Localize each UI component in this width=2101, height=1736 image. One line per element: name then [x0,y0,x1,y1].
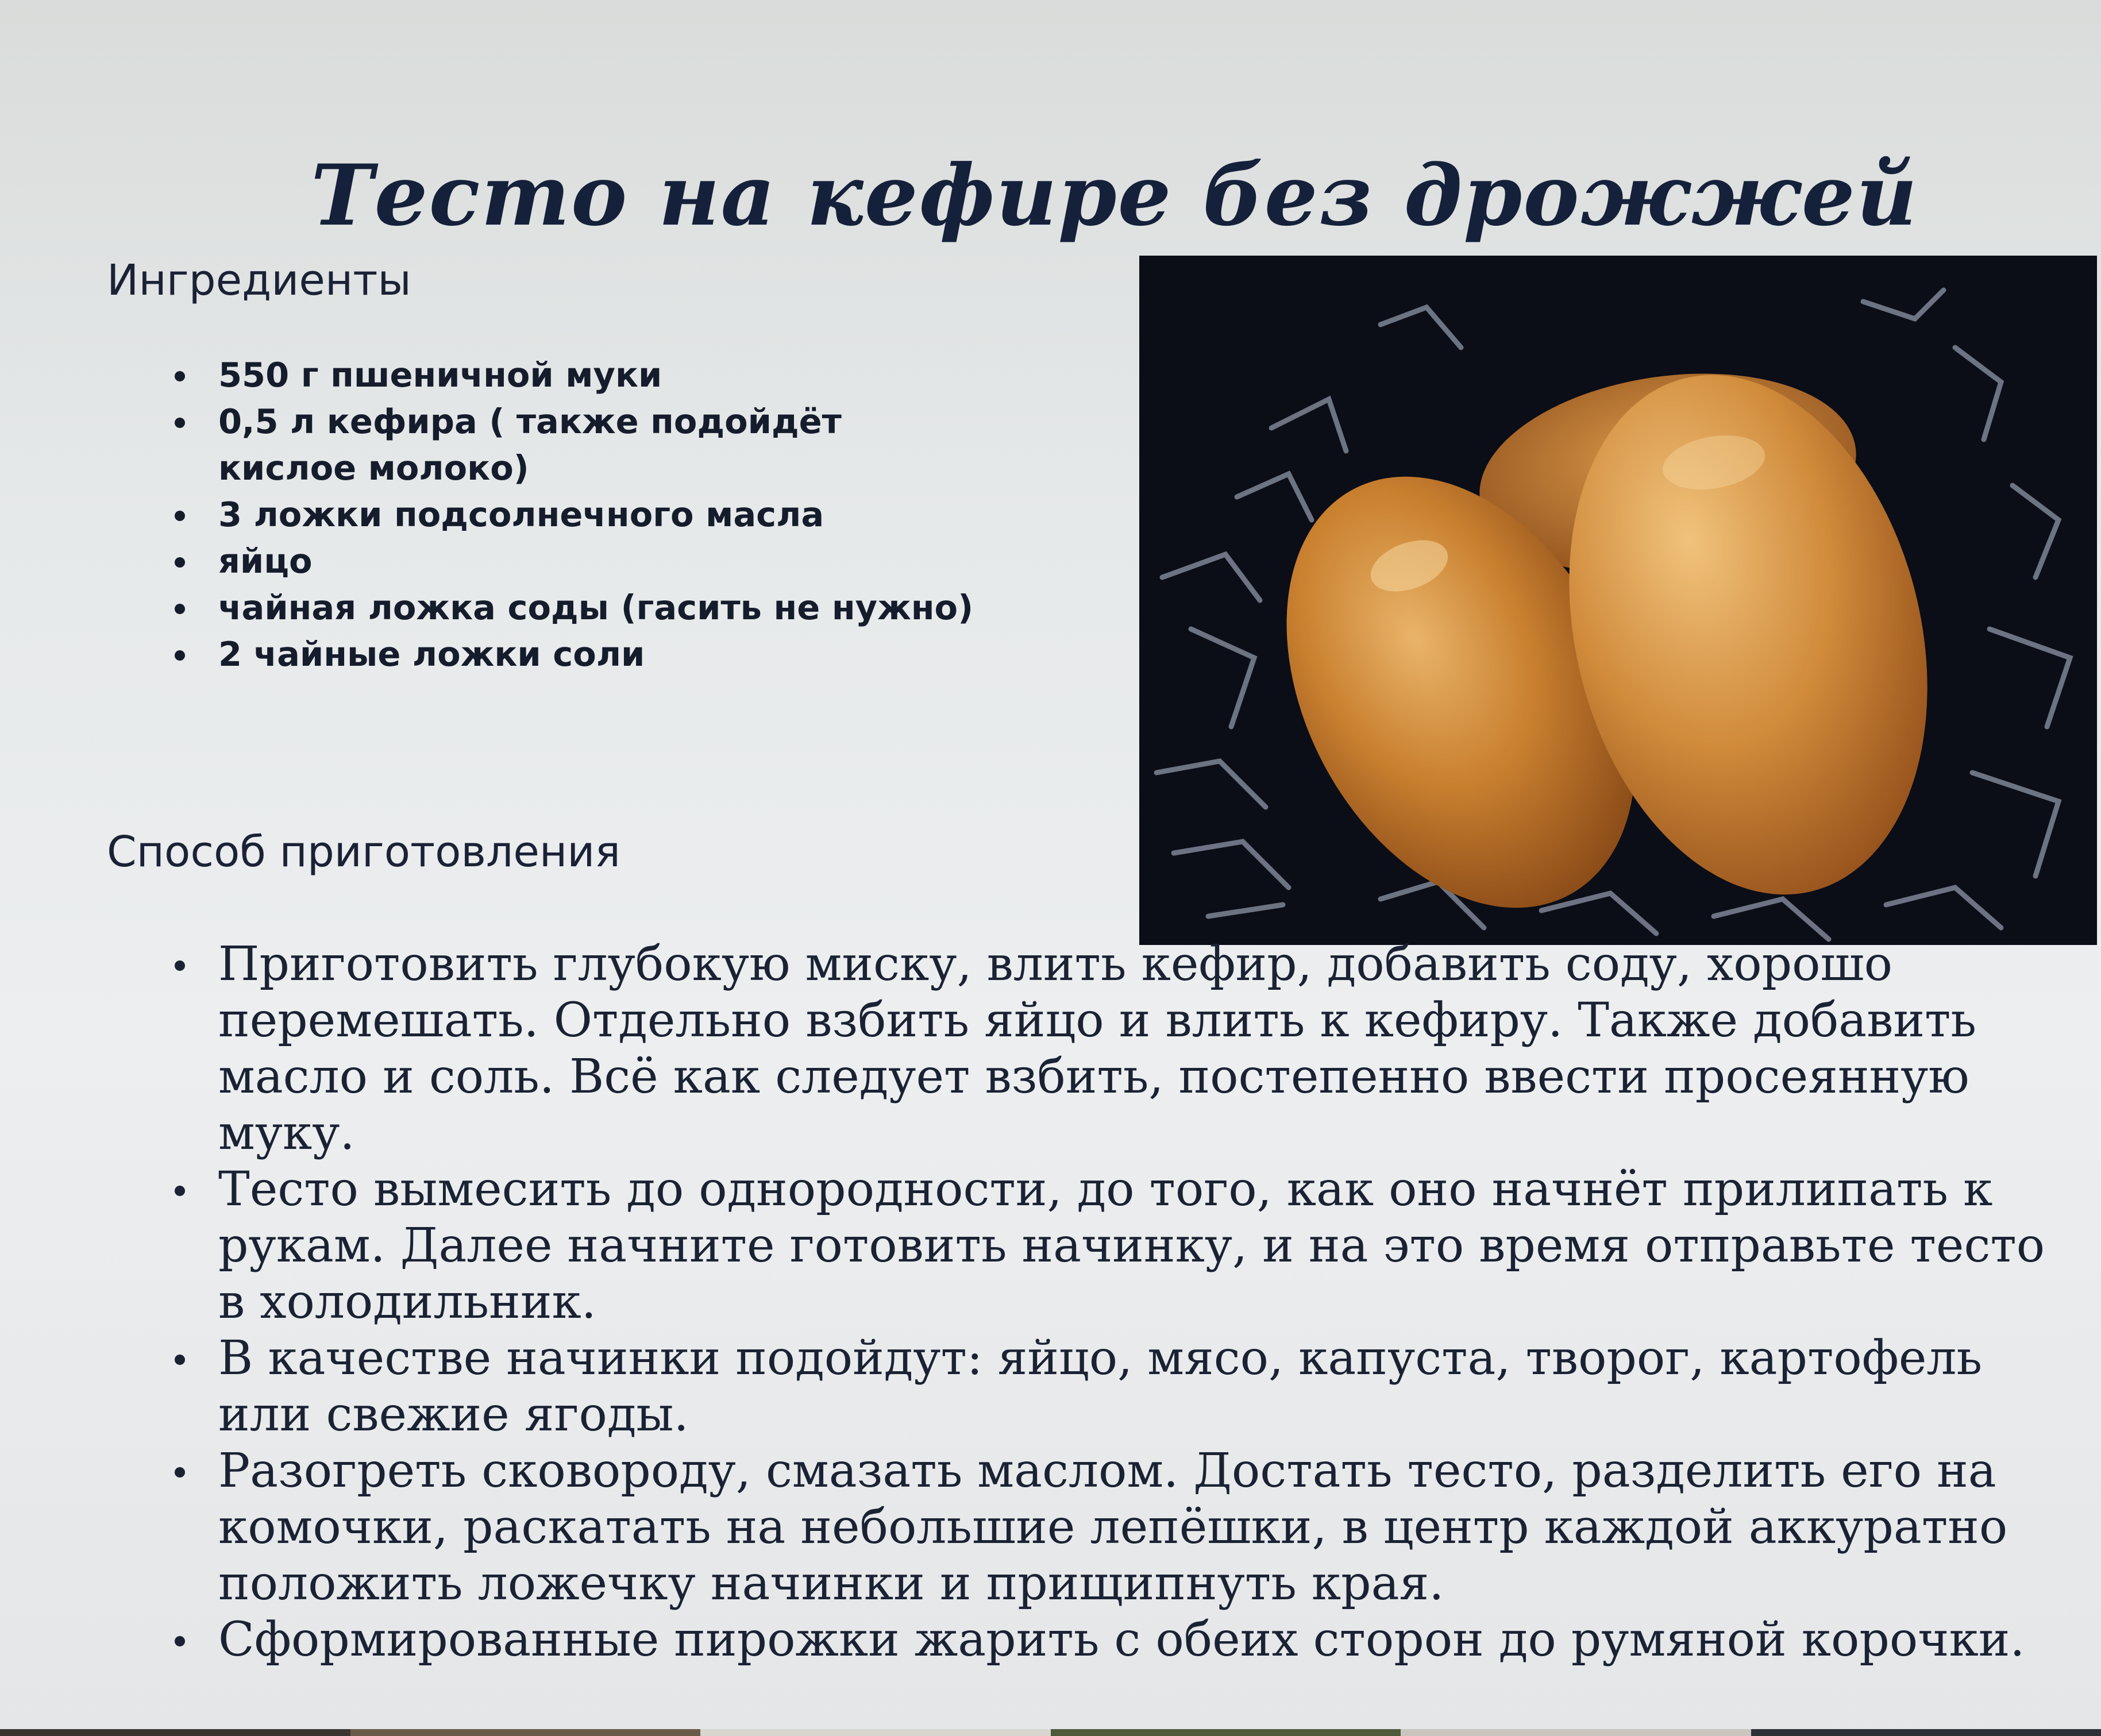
ingredients-heading: Ингредиенты [107,256,411,305]
ingredient-item: яйцо [218,538,1080,584]
ingredient-item: 0,5 л кефира ( также подойдёт кислое молоко) [218,398,850,491]
page-title: Тесто на кефире без дрожжей [311,146,1918,245]
bottom-image-strip [0,1729,2101,1736]
ingredients-list [218,352,1080,677]
method-step: Сформированные пирожки жарить с обеих сторон до румяной корочки. [218,1612,2085,1668]
fried-pies-image [1139,256,2097,945]
fried-pies-photo [1139,256,2097,945]
method-step: Приготовить глубокую миску, влить кефир, добавить соду, хорошо перемешать. Отдельно взбить яйцо и влить к кефиру. Также добавить масло и соль. Всё как следует взбить, постепенно ввести просеянную муку. [218,936,2085,1162]
ingredient-item: 550 г пшеничной муки [218,352,1080,398]
method-step: Разогреть сковороду, смазать маслом. Достать тесто, разделить его на комочки, раскатать на небольшие лепёшки, в центр каждой аккуратно положить ложечку начинки и прищипнуть края. [218,1443,2085,1612]
ingredient-item: 2 чайные ложки соли [218,631,1080,677]
method-step: В качестве начинки подойдут: яйцо, мясо, капуста, творог, картофель или свежие ягоды. [218,1330,2085,1443]
method-step: Тесто вымесить до однородности, до того, как оно начнёт прилипать к рукам. Далее начните готовить начинку, и на это время отправьте тесто в холодильник. [218,1162,2085,1330]
ingredient-item: чайная ложка соды (гасить не нужно) [218,584,1080,631]
method-heading: Способ приготовления [107,827,620,877]
method-steps-list [218,936,2085,1668]
ingredient-item: 3 ложки подсолнечного масла [218,491,1080,538]
